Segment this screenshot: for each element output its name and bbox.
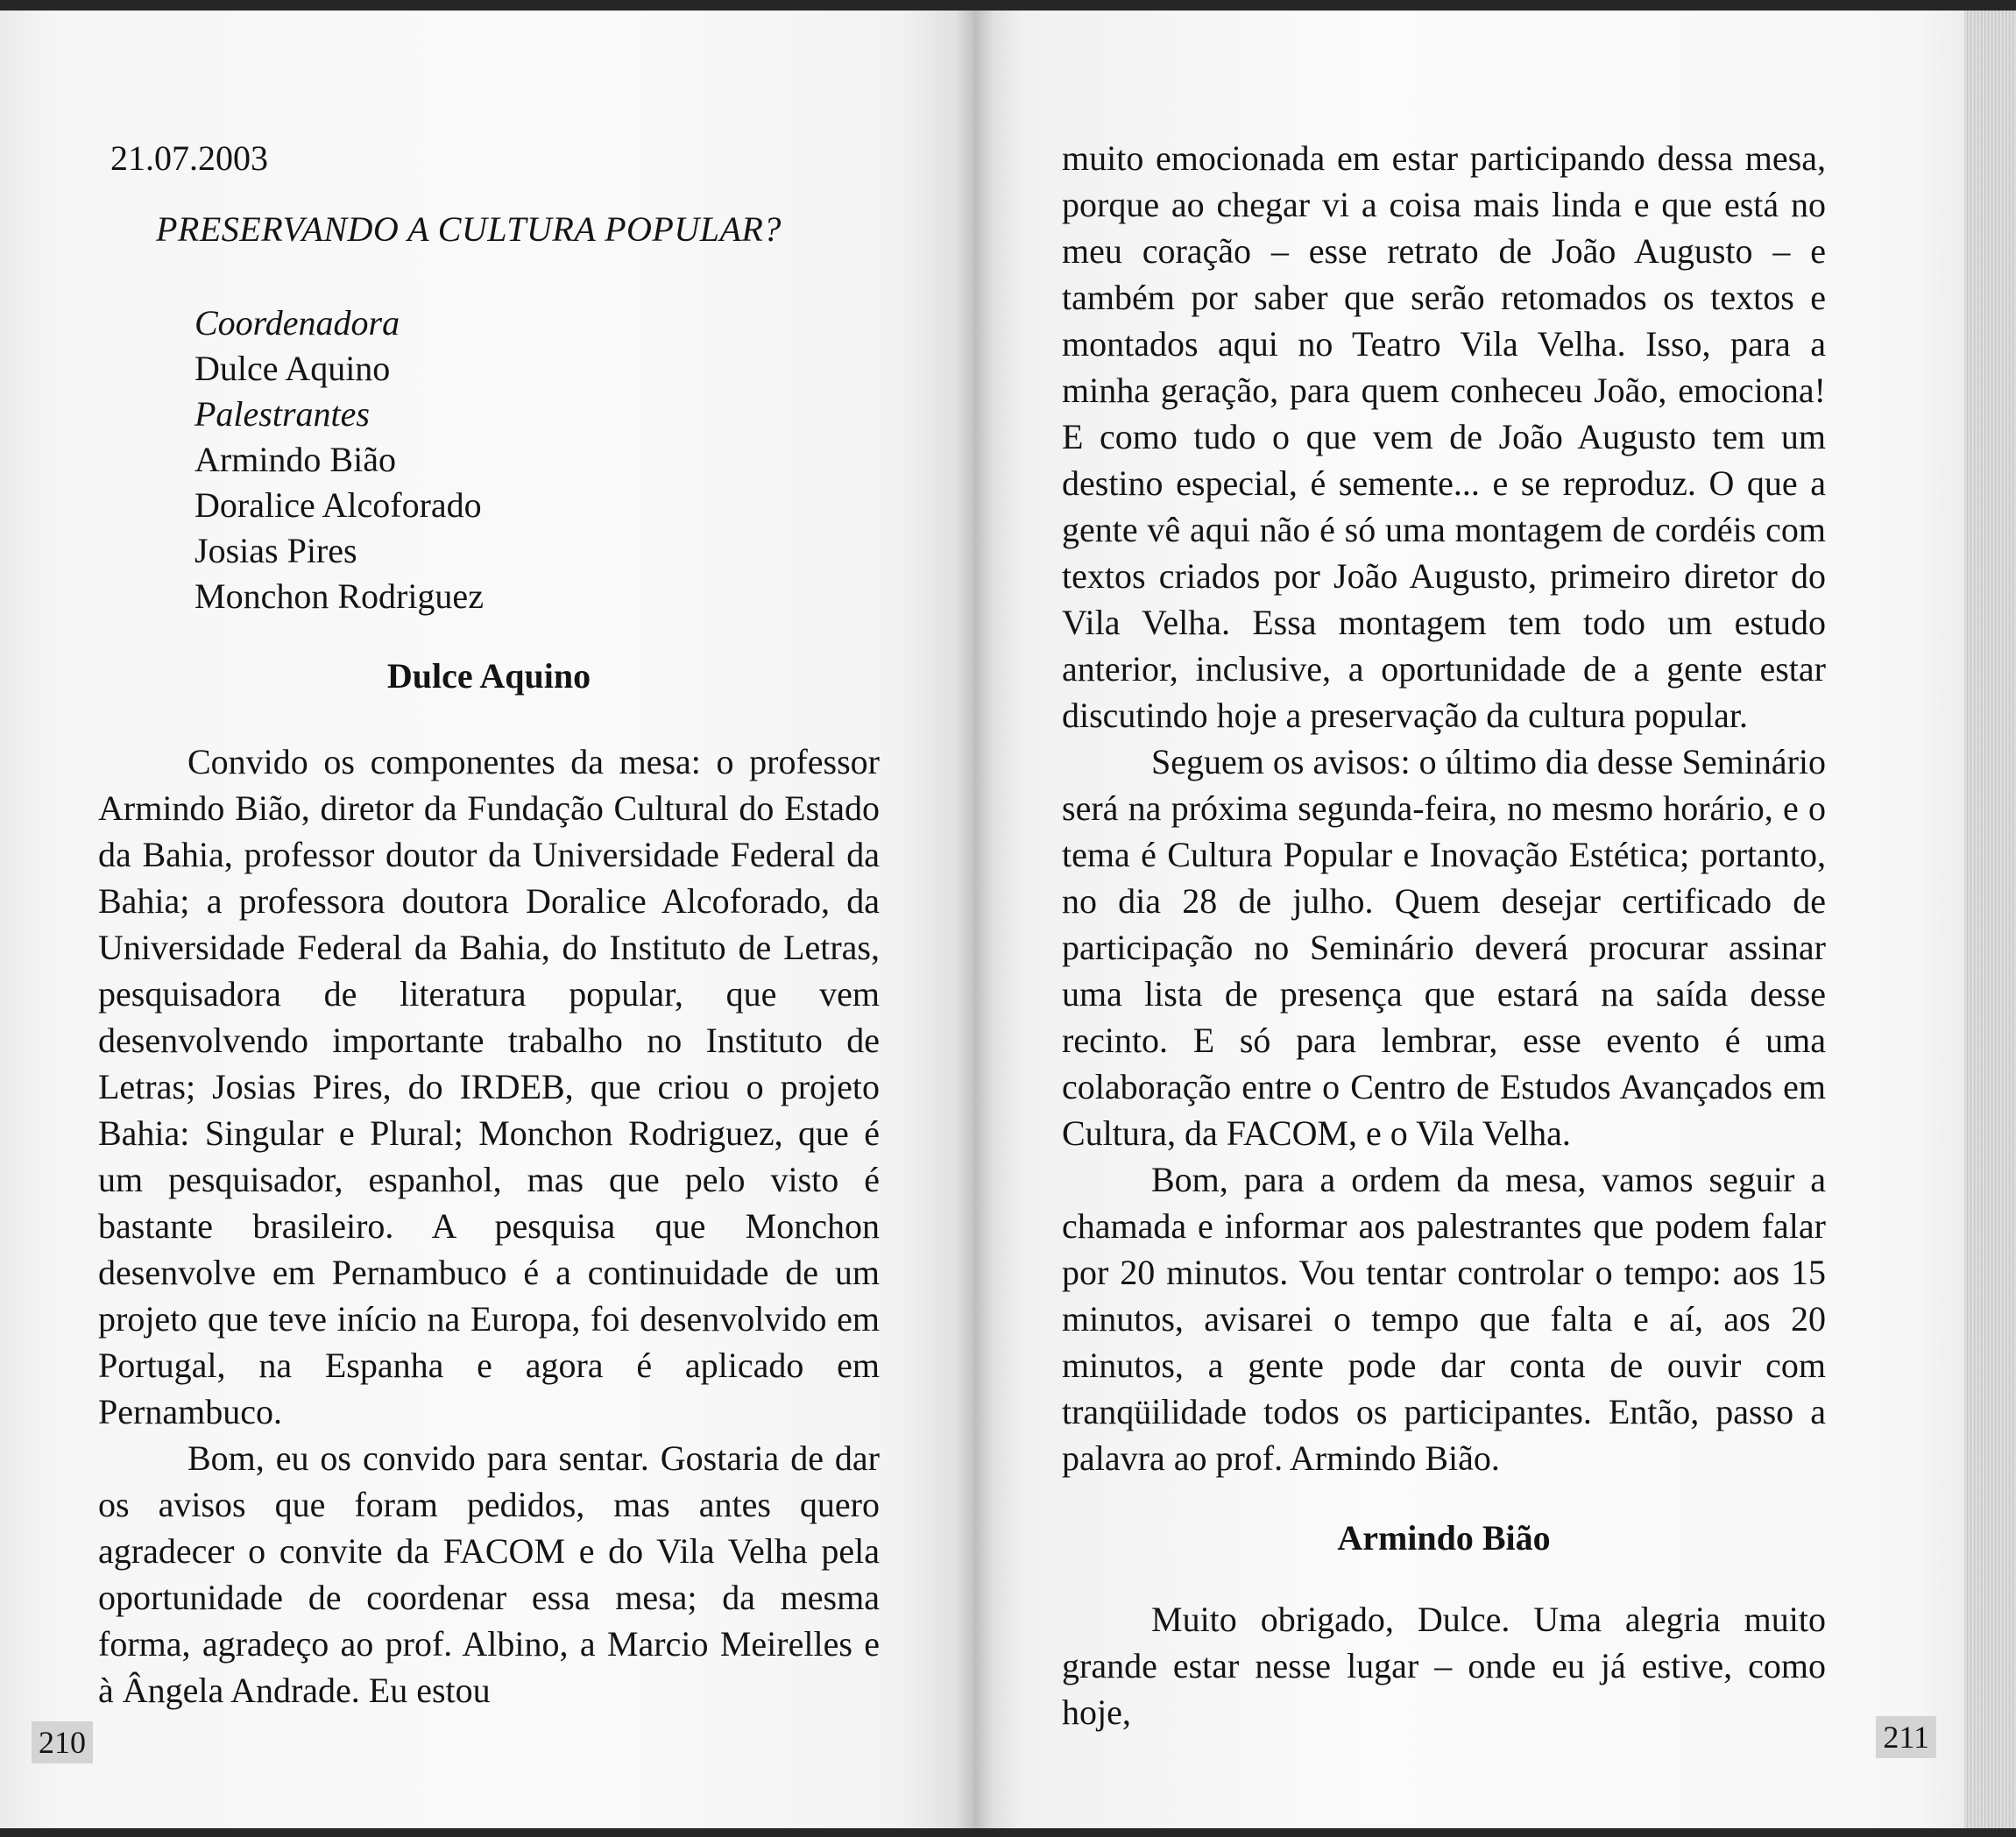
right-page [974, 11, 1964, 1828]
body-paragraph: muito emocionada em estar participando dessa mesa, porque ao chegar vi a coisa mais linda e que está no meu coração – esse retrato de João Augusto – e também por saber que serão retomados os textos e montados aqui no Teatro Vila Velha. Isso, para a minha geração, para quem conheceu João, emociona! E como tudo o que vem de João Augusto tem um destino especial, é semente... e se reproduz. O que a gente vê aqui não é só uma montagem de cordéis com textos criados por João Augusto, primeiro diretor do Vila Velha. Essa montagem tem todo um estudo anterior, inclusive, a oportunidade de a gente estar discutindo hoje a preservação da cultura popular. [1062, 138, 1826, 735]
body-paragraph: Convido os componentes da mesa: o professor Armindo Bião, diretor da Fundação Cultural do Estado da Bahia, professor doutor da Universidade Federal da Bahia; a professora doutora Doralice Alcoforado, da Universidade Federal da Bahia, do Instituto de Letras, pesquisadora de literatura popular, que vem desenvolvendo importante trabalho no Instituto de Letras; Josias Pires, do IRDEB, que criou o projeto Bahia: Singular e Plural; Monchon Rodriguez, que é um pesquisador, espanhol, mas que pelo visto é bastante brasileiro. A pesquisa que Monchon desenvolve em Pernambuco é a continuidade de um projeto que teve início na Europa, foi desenvolvido em Portugal, na Espanha e agora é aplicado em Pernambuco. [98, 742, 880, 1431]
book-page-edges [1964, 11, 2016, 1828]
coordinator-label: Coordenadora [195, 303, 400, 343]
speaker-name: Monchon Rodriguez [195, 576, 484, 616]
body-paragraph: Seguem os avisos: o último dia desse Seminário será na próxima segunda-feira, no mesmo horário, e o tema é Cultura Popular e Inovação Estética; portanto, no dia 28 de julho. Quem desejar certificado de participação no Seminário deverá procurar assinar uma lista de presença que estará na saída desse recinto. E só para lembrar, esse evento é uma colaboração entre o Centro de Estudos Avançados em Cultura, da FACOM, e o Vila Velha. [1062, 742, 1826, 1153]
page-number: 211 [1876, 1716, 1936, 1758]
speaker-heading: Armindo Bião [1337, 1518, 1551, 1558]
coordinator-name: Dulce Aquino [195, 349, 391, 388]
section-title: PRESERVANDO A CULTURA POPULAR? [156, 209, 782, 249]
speaker-name: Doralice Alcoforado [195, 485, 482, 525]
body-paragraph: Bom, eu os convido para sentar. Gostaria de dar os avisos que foram pedidos, mas antes quero agradecer o convite da FACOM e do Vila Velha pela oportunidade de coordenar essa mesa; da mesma forma, agradeço ao prof. Albino, a Marcio Meirelles e à Ângela Andrade. Eu estou [98, 1438, 880, 1710]
speaker-name: Armindo Bião [195, 440, 396, 479]
speaker-heading: Dulce Aquino [386, 656, 591, 696]
body-paragraph: Bom, para a ordem da mesa, vamos seguir a chamada e informar aos palestrantes que podem falar por 20 minutos. Vou tentar controlar o tempo: aos 15 minutos, avisarei o tempo que falta e aí, aos 20 minutos, a gente pode dar conta de ouvir com tranqüilidade todos os participantes. Então, passo a palavra ao prof. Armindo Bião. [1062, 1160, 1826, 1478]
session-date: 21.07.2003 [110, 138, 268, 178]
roles-list [195, 300, 880, 619]
page-number: 210 [32, 1721, 93, 1763]
right-text-block [1062, 135, 1826, 1735]
speakers-label: Palestrantes [195, 394, 370, 434]
left-text-block [98, 135, 880, 1713]
body-paragraph: Muito obrigado, Dulce. Uma alegria muito grande estar nesse lugar – onde eu já estive, como hoje, [1062, 1600, 1826, 1732]
speaker-name: Josias Pires [195, 531, 357, 570]
left-page [0, 11, 974, 1828]
book-spine-shadow [955, 11, 994, 1828]
